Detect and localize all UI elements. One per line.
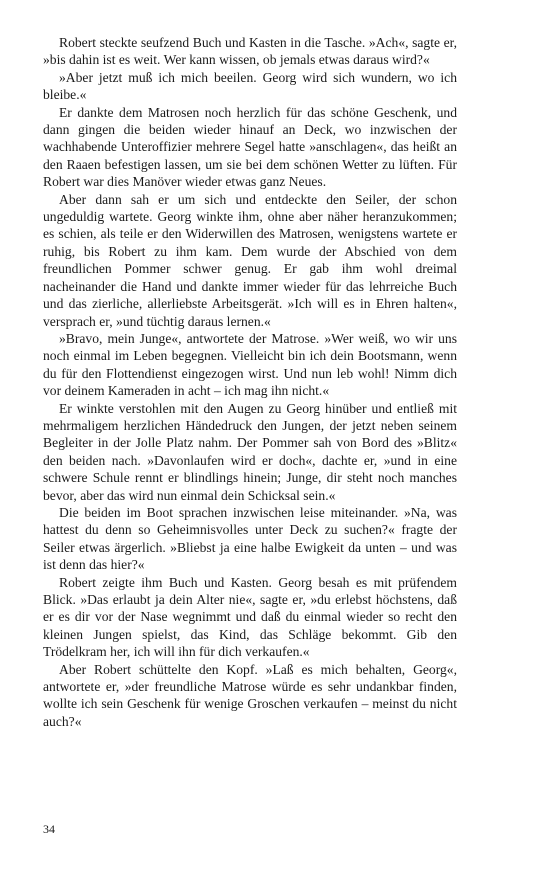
paragraph: »Bravo, mein Junge«, antwortete der Matrose. »Wer weiß, wo wir uns noch einmal im Leben begegnen. Vielleicht bin ich dein Bootsmann, wenn du für den Flottendienst eingezogen wirst. Und nun leb wohl! Nimm dich vor deinem Kameraden in acht – ich mag ihn nicht.« bbox=[43, 330, 457, 399]
paragraph: Aber dann sah er um sich und entdeckte den Seiler, der schon ungeduldig wartete. Georg winkte ihm, ohne aber näher heranzukommen; es schien, als teile er den Widerwillen des Matrosen, wenigstens wartete er ruhig, bis Robert zu ihm kam. Dem wurde der Abschied von dem freundlichen Pommer schwer genug. Er gab ihm wohl dreimal nacheinander die Hand und dankte immer wieder für das lehrreiche Buch und das zierliche, allerliebste Arbeitsgerät. »Ich will es in Ehren halten«, versprach er, »und tüchtig daraus lernen.« bbox=[43, 191, 457, 329]
paragraph: Er winkte verstohlen mit den Augen zu Georg hinüber und entließ mit mehrmaligem herzlichen Händedruck den Jungen, der jetzt neben seinem Begleiter in der Jolle Platz nahm. Der Pommer sah von Bord des »Blitz« den beiden nach. »Davonlaufen wird er doch«, dachte er, »und in eine schwere Schule rennt er blindlings hinein; Junge, dir steht noch manches bevor, aber das wird nun einmal dein Schicksal sein.« bbox=[43, 400, 457, 503]
paragraph: »Aber jetzt muß ich mich beeilen. Georg wird sich wundern, wo ich bleibe.« bbox=[43, 69, 457, 103]
paragraph: Er dankte dem Matrosen noch herzlich für das schöne Geschenk, und dann gingen die beiden wieder hinauf an Deck, wo inzwischen der wachhabende Unteroffizier mehrere Segel hatte »anschlagen«, das heißt an den Raaen befestigen lassen, um sie bei dem schönen Wetter zu lüften. Für Robert war dies Manöver wieder etwas ganz Neues. bbox=[43, 104, 457, 190]
paragraph: Robert steckte seufzend Buch und Kasten in die Tasche. »Ach«, sagte er, »bis dahin ist es weit. Wer kann wissen, ob jemals etwas daraus wird?« bbox=[43, 35, 457, 68]
paragraph: Robert zeigte ihm Buch und Kasten. Georg besah es mit prüfendem Blick. »Das erlaubt ja dein Alter nie«, sagte er, »du erlebst höchstens, daß er es dir vor der Nase wegnimmt und daß du einmal wieder so recht den kleinen Jungen spielst, das Kind, das Schläge bekommt. Gib den Trödelkram her, ich will ihn für dich verkaufen.« bbox=[43, 574, 457, 660]
page-number: 34 bbox=[43, 822, 55, 836]
paragraph: Aber Robert schüttelte den Kopf. »Laß es mich behalten, Georg«, antwortete er, »der freundliche Matrose würde es sehr undankbar finden, wollte ich sein Geschenk für wenige Groschen verkaufen – meinst du nicht auch?« bbox=[43, 661, 457, 729]
paragraph: Die beiden im Boot sprachen inzwischen leise miteinander. »Na, was hattest du denn so Geheimnisvolles unter Deck zu suchen?« fragte der Seiler etwas ärgerlich. »Bliebst ja eine halbe Ewigkeit da unten – und was ist denn das hier?« bbox=[43, 504, 457, 573]
page-body bbox=[43, 34, 457, 730]
